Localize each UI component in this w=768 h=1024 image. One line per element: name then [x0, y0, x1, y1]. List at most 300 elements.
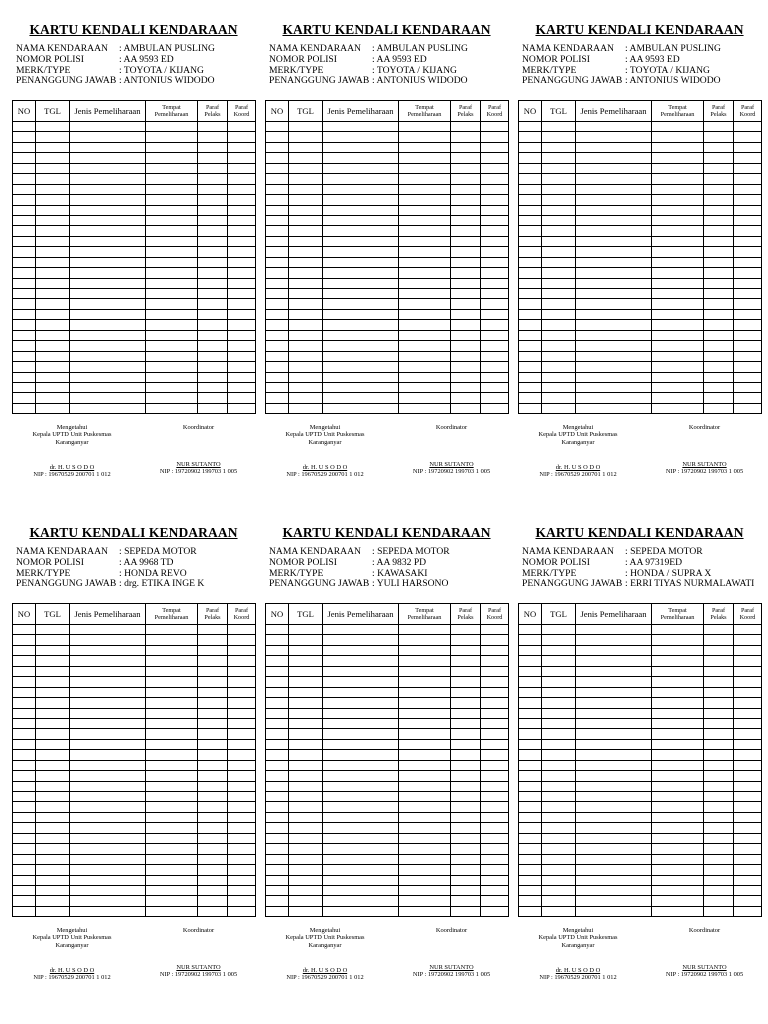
table-row — [13, 635, 256, 645]
col-executor-initial-header: Paraf Pelaks — [198, 604, 228, 625]
table-cell — [734, 729, 762, 739]
table-cell — [399, 351, 451, 361]
table-cell — [146, 687, 198, 697]
table-cell — [323, 236, 399, 246]
table-cell — [36, 351, 70, 361]
table-cell — [13, 257, 36, 267]
maintenance-log-table — [265, 100, 509, 414]
table-cell — [13, 698, 36, 708]
table-cell — [451, 865, 481, 875]
table-cell — [228, 677, 256, 687]
table-cell — [542, 677, 576, 687]
field-label: NAMA KENDARAAN — [269, 546, 361, 557]
table-cell — [36, 403, 70, 413]
table-cell — [323, 729, 399, 739]
table-cell — [266, 330, 289, 340]
table-cell — [198, 781, 228, 791]
table-cell — [652, 625, 704, 635]
table-cell — [266, 708, 289, 718]
table-cell — [323, 718, 399, 728]
table-cell — [542, 163, 576, 173]
table-cell — [542, 122, 576, 132]
table-cell — [734, 875, 762, 885]
table-cell — [228, 142, 256, 152]
table-cell — [228, 289, 256, 299]
table-cell — [228, 854, 256, 864]
table-cell — [652, 382, 704, 392]
table-cell — [266, 885, 289, 895]
table-cell — [36, 718, 70, 728]
table-cell — [734, 174, 762, 184]
table-cell — [198, 823, 228, 833]
table-cell — [734, 163, 762, 173]
table-cell — [451, 372, 481, 382]
table-row — [519, 174, 762, 184]
table-row — [519, 781, 762, 791]
table-cell — [266, 153, 289, 163]
card-title: KARTU KENDALI KENDARAAN — [535, 525, 744, 540]
table-cell — [266, 163, 289, 173]
table-cell — [519, 236, 542, 246]
table-row — [519, 142, 762, 152]
table-cell — [542, 236, 576, 246]
table-cell — [481, 698, 509, 708]
table-cell — [70, 330, 146, 340]
head-title: Kepala UPTD Unit Puskesmas — [32, 431, 112, 439]
table-cell — [542, 309, 576, 319]
table-cell — [399, 906, 451, 916]
table-cell — [146, 718, 198, 728]
coordinator-nip: NIP : 19720902 199703 1 005 — [159, 971, 238, 979]
table-cell — [36, 299, 70, 309]
card-title: KARTU KENDALI KENDARAAN — [29, 22, 238, 37]
table-row — [519, 656, 762, 666]
table-cell — [576, 268, 652, 278]
table-row — [266, 625, 509, 635]
table-cell — [481, 362, 509, 372]
table-cell — [266, 205, 289, 215]
table-cell — [323, 854, 399, 864]
col-no-header: NO — [13, 101, 36, 122]
table-cell — [704, 708, 734, 718]
table-cell — [652, 215, 704, 225]
table-cell — [652, 226, 704, 236]
table-cell — [451, 833, 481, 843]
table-row — [519, 666, 762, 676]
table-row — [266, 403, 509, 413]
table-cell — [13, 677, 36, 687]
table-cell — [36, 625, 70, 635]
table-cell — [146, 174, 198, 184]
table-cell — [228, 635, 256, 645]
table-cell — [13, 372, 36, 382]
table-cell — [13, 236, 36, 246]
table-cell — [289, 781, 323, 791]
table-cell — [704, 792, 734, 802]
table-cell — [266, 351, 289, 361]
table-cell — [289, 142, 323, 152]
table-cell — [36, 257, 70, 267]
table-cell — [70, 393, 146, 403]
table-cell — [266, 802, 289, 812]
table-cell — [481, 896, 509, 906]
col-no-header: NO — [519, 604, 542, 625]
table-cell — [519, 645, 542, 655]
table-cell — [198, 278, 228, 288]
vehicle-info — [16, 44, 215, 87]
table-row — [519, 362, 762, 372]
table-cell — [323, 372, 399, 382]
table-cell — [652, 122, 704, 132]
field-label: NOMOR POLISI — [269, 556, 337, 568]
table-row — [519, 625, 762, 635]
table-cell — [13, 656, 36, 666]
table-cell — [451, 247, 481, 257]
table-cell — [576, 771, 652, 781]
table-cell — [734, 393, 762, 403]
card-title: KARTU KENDALI KENDARAAN — [282, 22, 491, 37]
field-value: : HONDA REVO — [119, 567, 187, 579]
table-cell — [576, 205, 652, 215]
table-cell — [399, 309, 451, 319]
table-cell — [481, 122, 509, 132]
table-cell — [399, 184, 451, 194]
table-cell — [228, 257, 256, 267]
table-cell — [70, 184, 146, 194]
table-cell — [519, 666, 542, 676]
table-row — [519, 760, 762, 770]
table-row — [519, 226, 762, 236]
table-cell — [519, 760, 542, 770]
col-coordinator-initial-header: Paraf Koord — [734, 604, 762, 625]
field-label: PENANGGUNG JAWAB — [269, 75, 370, 87]
table-row — [519, 750, 762, 760]
table-row — [13, 666, 256, 676]
table-cell — [198, 247, 228, 257]
table-cell — [36, 362, 70, 372]
table-cell — [13, 750, 36, 760]
table-cell — [542, 896, 576, 906]
table-row — [519, 677, 762, 687]
table-row — [13, 289, 256, 299]
table-cell — [323, 645, 399, 655]
table-cell — [266, 687, 289, 697]
table-cell — [481, 666, 509, 676]
table-row — [519, 299, 762, 309]
table-cell — [399, 362, 451, 372]
table-row — [13, 362, 256, 372]
table-row — [519, 382, 762, 392]
table-cell — [451, 195, 481, 205]
table-cell — [576, 792, 652, 802]
table-cell — [451, 362, 481, 372]
table-cell — [519, 739, 542, 749]
table-cell — [576, 320, 652, 330]
table-cell — [399, 885, 451, 895]
field-value: : ANTONIUS WIDODO — [119, 75, 215, 87]
table-cell — [36, 393, 70, 403]
table-cell — [399, 656, 451, 666]
table-row — [13, 247, 256, 257]
table-cell — [323, 309, 399, 319]
table-row — [13, 268, 256, 278]
table-cell — [576, 844, 652, 854]
table-row — [519, 403, 762, 413]
table-cell — [734, 341, 762, 351]
table-cell — [146, 781, 198, 791]
table-cell — [734, 351, 762, 361]
table-cell — [289, 844, 323, 854]
table-cell — [519, 718, 542, 728]
vehicle-info-row — [269, 579, 450, 590]
table-cell — [399, 698, 451, 708]
table-cell — [704, 833, 734, 843]
table-cell — [266, 362, 289, 372]
table-cell — [542, 635, 576, 645]
table-cell — [13, 195, 36, 205]
table-cell — [542, 823, 576, 833]
table-cell — [323, 174, 399, 184]
table-row — [13, 278, 256, 288]
table-cell — [704, 718, 734, 728]
table-cell — [481, 635, 509, 645]
table-cell — [13, 382, 36, 392]
table-row — [519, 792, 762, 802]
table-cell — [481, 184, 509, 194]
table-cell — [576, 330, 652, 340]
table-cell — [36, 812, 70, 822]
table-cell — [451, 403, 481, 413]
table-cell — [576, 760, 652, 770]
table-row — [266, 247, 509, 257]
table-row — [519, 854, 762, 864]
table-cell — [70, 153, 146, 163]
table-cell — [228, 215, 256, 225]
table-row — [13, 718, 256, 728]
head-nip: NIP : 19670529 200701 1 012 — [539, 471, 617, 479]
table-cell — [70, 739, 146, 749]
table-cell — [399, 812, 451, 822]
table-cell — [704, 677, 734, 687]
table-cell — [266, 341, 289, 351]
field-label: PENANGGUNG JAWAB — [16, 75, 117, 87]
table-cell — [266, 278, 289, 288]
table-cell — [323, 833, 399, 843]
table-cell — [519, 635, 542, 645]
table-cell — [734, 677, 762, 687]
table-cell — [652, 351, 704, 361]
table-cell — [13, 226, 36, 236]
table-cell — [198, 708, 228, 718]
table-cell — [399, 382, 451, 392]
table-cell — [519, 351, 542, 361]
table-cell — [13, 247, 36, 257]
table-row — [13, 865, 256, 875]
col-date-header: TGL — [289, 604, 323, 625]
table-cell — [266, 393, 289, 403]
table-cell — [451, 771, 481, 781]
table-cell — [576, 865, 652, 875]
table-cell — [198, 142, 228, 152]
table-cell — [13, 351, 36, 361]
table-cell — [146, 362, 198, 372]
table-cell — [36, 330, 70, 340]
table-cell — [198, 833, 228, 843]
table-row — [519, 236, 762, 246]
table-cell — [289, 718, 323, 728]
table-cell — [451, 687, 481, 697]
table-cell — [399, 844, 451, 854]
table-cell — [323, 299, 399, 309]
table-cell — [481, 195, 509, 205]
table-cell — [323, 289, 399, 299]
table-row — [266, 215, 509, 225]
table-cell — [198, 153, 228, 163]
table-cell — [542, 174, 576, 184]
table-cell — [36, 226, 70, 236]
table-cell — [36, 687, 70, 697]
table-cell — [289, 330, 323, 340]
table-cell — [704, 299, 734, 309]
vehicle-info — [16, 547, 204, 590]
table-cell — [451, 750, 481, 760]
table-cell — [13, 142, 36, 152]
field-value: : drg. ETIKA INGE K — [119, 578, 205, 590]
table-cell — [542, 362, 576, 372]
table-cell — [652, 771, 704, 781]
table-row — [13, 645, 256, 655]
table-cell — [13, 760, 36, 770]
table-cell — [481, 718, 509, 728]
table-row — [266, 906, 509, 916]
table-cell — [704, 844, 734, 854]
table-cell — [704, 351, 734, 361]
table-row — [266, 372, 509, 382]
table-header-row — [13, 604, 256, 625]
table-cell — [228, 309, 256, 319]
table-cell — [652, 708, 704, 718]
table-cell — [228, 698, 256, 708]
table-row — [13, 372, 256, 382]
table-row — [13, 854, 256, 864]
head-nip: NIP : 19670529 200701 1 012 — [33, 471, 111, 479]
table-row — [519, 320, 762, 330]
table-header-row — [266, 101, 509, 122]
table-cell — [481, 677, 509, 687]
table-cell — [542, 132, 576, 142]
table-cell — [542, 289, 576, 299]
table-cell — [542, 875, 576, 885]
vehicle-info — [269, 547, 450, 590]
table-row — [13, 320, 256, 330]
table-cell — [198, 677, 228, 687]
table-cell — [704, 132, 734, 142]
table-cell — [70, 750, 146, 760]
field-label: MERK/TYPE — [522, 567, 577, 579]
table-cell — [228, 122, 256, 132]
table-cell — [481, 226, 509, 236]
table-cell — [36, 844, 70, 854]
table-cell — [289, 865, 323, 875]
col-maintenance-type-header: Jenis Pemeliharaan — [576, 604, 652, 625]
table-cell — [576, 153, 652, 163]
table-cell — [576, 309, 652, 319]
table-cell — [519, 205, 542, 215]
table-cell — [13, 823, 36, 833]
field-label: MERK/TYPE — [269, 567, 324, 579]
table-row — [13, 393, 256, 403]
table-cell — [266, 854, 289, 864]
table-cell — [542, 739, 576, 749]
table-cell — [704, 687, 734, 697]
table-cell — [289, 802, 323, 812]
field-value: : ANTONIUS WIDODO — [625, 75, 721, 87]
table-cell — [70, 812, 146, 822]
table-cell — [266, 906, 289, 916]
table-cell — [13, 309, 36, 319]
table-cell — [576, 635, 652, 645]
table-row — [13, 625, 256, 635]
table-row — [13, 792, 256, 802]
table-cell — [542, 625, 576, 635]
table-cell — [652, 205, 704, 215]
table-cell — [13, 906, 36, 916]
table-row — [266, 718, 509, 728]
table-cell — [542, 372, 576, 382]
table-cell — [451, 823, 481, 833]
head-nip: NIP : 19670529 200701 1 012 — [539, 974, 617, 982]
table-cell — [542, 802, 576, 812]
table-cell — [542, 278, 576, 288]
table-cell — [228, 865, 256, 875]
field-value: : AA 9593 ED — [625, 53, 680, 65]
field-label: PENANGGUNG JAWAB — [16, 578, 117, 590]
table-cell — [70, 289, 146, 299]
table-cell — [36, 382, 70, 392]
table-row — [266, 226, 509, 236]
table-cell — [734, 205, 762, 215]
table-row — [266, 739, 509, 749]
table-cell — [451, 184, 481, 194]
col-maintenance-type-header: Jenis Pemeliharaan — [70, 604, 146, 625]
col-executor-initial-header: Paraf Pelaks — [451, 604, 481, 625]
table-cell — [451, 875, 481, 885]
head-nip: NIP : 19670529 200701 1 012 — [286, 471, 364, 479]
table-cell — [70, 382, 146, 392]
table-cell — [519, 698, 542, 708]
table-cell — [198, 656, 228, 666]
table-cell — [13, 268, 36, 278]
table-row — [519, 698, 762, 708]
table-cell — [146, 132, 198, 142]
head-name: dr. H. U S O D O — [302, 966, 348, 974]
table-cell — [576, 372, 652, 382]
table-cell — [146, 393, 198, 403]
table-cell — [652, 729, 704, 739]
table-cell — [146, 865, 198, 875]
table-cell — [542, 666, 576, 676]
table-cell — [542, 844, 576, 854]
table-cell — [734, 330, 762, 340]
table-cell — [734, 885, 762, 895]
table-cell — [652, 687, 704, 697]
table-row — [266, 362, 509, 372]
table-row — [519, 393, 762, 403]
table-row — [13, 833, 256, 843]
table-cell — [704, 698, 734, 708]
table-cell — [451, 278, 481, 288]
table-cell — [289, 645, 323, 655]
